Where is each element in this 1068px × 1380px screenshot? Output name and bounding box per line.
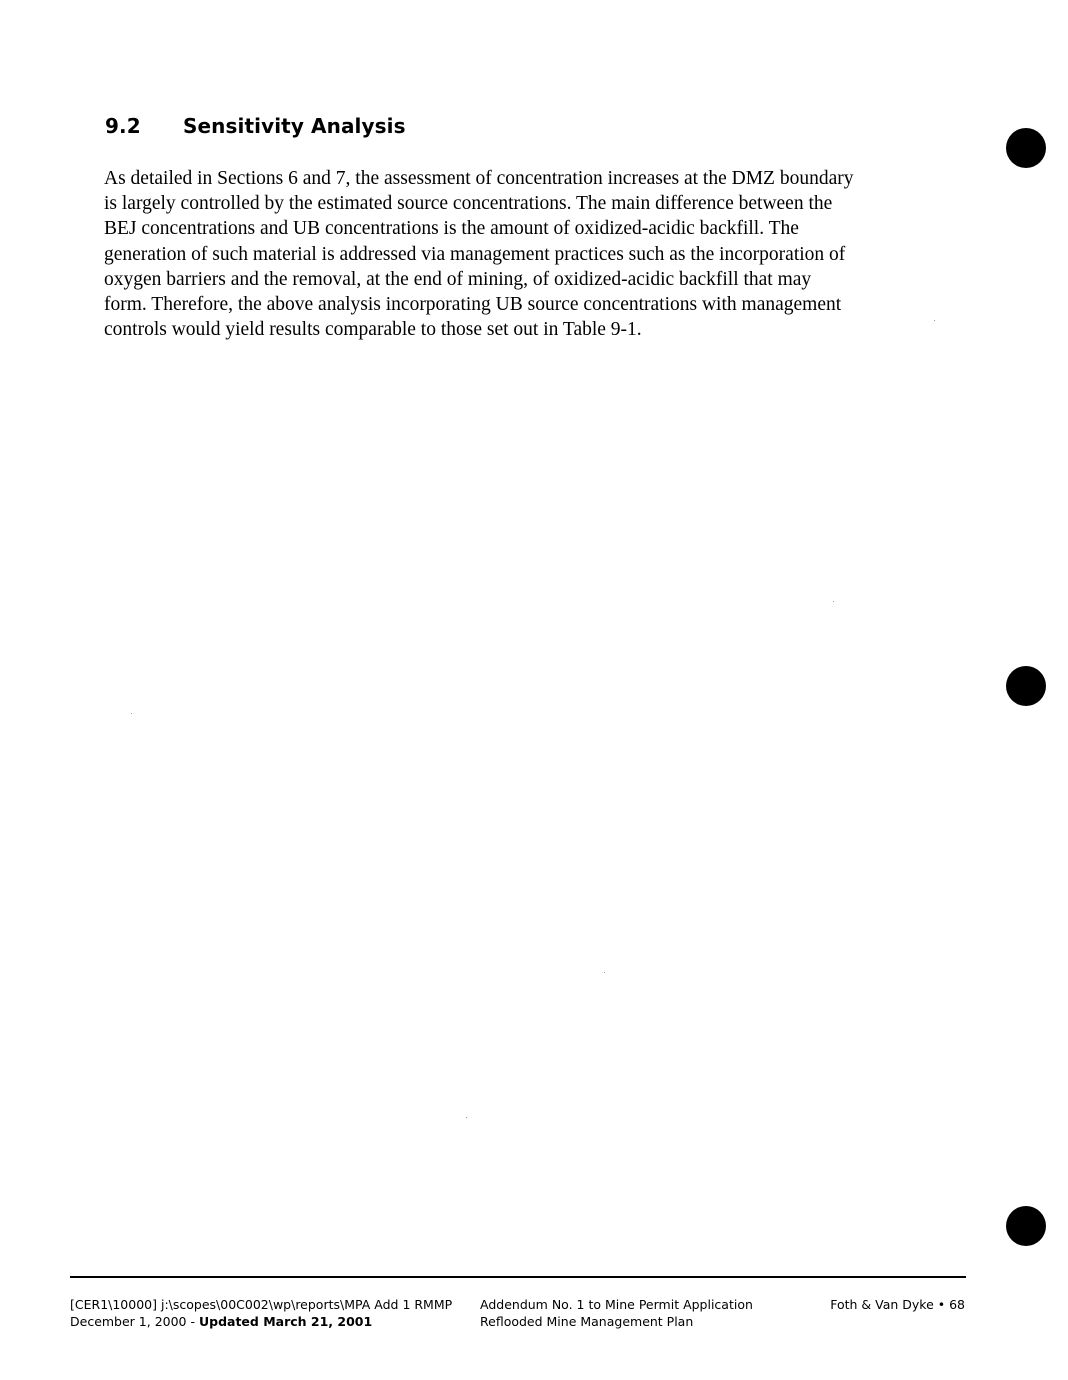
footer-date-original: December 1, 2000 - <box>70 1314 199 1329</box>
paragraph-line: BEJ concentrations and UB concentrations is the amount of oxidized-acidic backfill. The <box>104 218 799 240</box>
footer-title-line2: Reflooded Mine Management Plan <box>480 1314 694 1329</box>
section-heading <box>105 114 406 138</box>
footer-title-line1: Addendum No. 1 to Mine Permit Application <box>480 1297 753 1312</box>
footer-file-path: [CER1\10000] j:\scopes\00C002\wp\reports\MPA Add 1 RMMP <box>70 1297 453 1312</box>
section-number: 9.2 <box>105 114 141 138</box>
scan-speck <box>833 601 834 602</box>
scan-speck <box>604 972 605 973</box>
footer-document-title <box>480 1296 753 1330</box>
footer-date-updated: Updated March 21, 2001 <box>198 1314 373 1329</box>
punch-hole-top <box>1006 128 1046 168</box>
punch-hole-middle <box>1006 666 1046 706</box>
paragraph-line: oxygen barriers and the removal, at the end of mining, of oxidized-acidic backfill that may <box>104 268 812 290</box>
body-paragraph <box>104 166 934 342</box>
paragraph-line: generation of such material is addressed via management practices such as the incorporation of <box>104 243 846 265</box>
footer-file-info <box>70 1296 452 1330</box>
footer-date <box>70 1313 452 1330</box>
paragraph-line: controls would yield results comparable to those set out in Table 9-1. <box>104 319 642 341</box>
paragraph-line: form. Therefore, the above analysis incorporating UB source concentrations with management <box>104 294 842 316</box>
section-title: Sensitivity Analysis <box>183 114 406 138</box>
footer-rule <box>70 1276 966 1278</box>
paragraph-line: As detailed in Sections 6 and 7, the assessment of concentration increases at the DMZ boundary <box>104 168 854 189</box>
punch-hole-bottom <box>1006 1206 1046 1246</box>
scan-speck <box>131 713 132 714</box>
footer-company-page: Foth & Van Dyke • 68 <box>830 1297 965 1312</box>
scan-speck <box>934 320 935 321</box>
scan-speck <box>466 1117 467 1118</box>
paragraph-line: is largely controlled by the estimated source concentrations. The main difference between the <box>104 193 833 215</box>
